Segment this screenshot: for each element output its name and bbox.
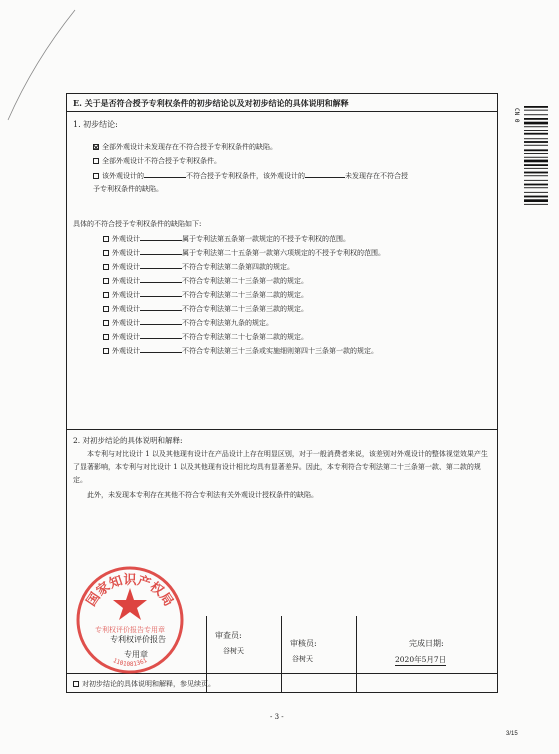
seal-inner-text: 专利权评价报告专用章 xyxy=(95,626,165,634)
blank-line xyxy=(140,248,182,255)
report-seal-subtitle: 专用章 xyxy=(124,650,148,659)
blank-line xyxy=(140,332,182,339)
checkbox-empty-icon[interactable] xyxy=(103,250,109,256)
completion-date-label: 完成日期: xyxy=(409,639,444,648)
defect-item[interactable]: 外观设计 不符合专利法第三十三条或实施细则第四十三条第一款的规定。 xyxy=(103,346,378,356)
checkbox-empty-icon[interactable] xyxy=(103,292,109,298)
report-seal-title: 专利权评价报告 xyxy=(110,635,166,644)
option-no-defect[interactable]: 全部外观设计未发现存在不符合授予专利权条件的缺陷。 xyxy=(93,143,277,152)
page-number: 3/15 xyxy=(506,731,518,737)
defect-item[interactable]: 外观设计 属于专利法第五条第一款规定的不授予专利权的范围。 xyxy=(103,234,350,244)
examiner-label: 审查员: xyxy=(215,631,242,640)
blank-line xyxy=(140,234,182,241)
star-icon xyxy=(113,588,147,620)
explanation-paragraph-1: 本专利与对比设计 1 以及其他现有设计在产品设计上存在明显区别，对于一般消费者来说，该差别对外观设计的整体视觉效果产生了显著影响，本专利与对比设计 1 以及其他现有设计相比均具有显著差异。因此，本专利符合专利法第二十三条第一款、第二款的规定。 xyxy=(73,450,488,484)
defect-item[interactable]: 外观设计 不符合专利法第二十三条第二款的规定。 xyxy=(103,290,308,300)
blank-line xyxy=(140,346,182,353)
defects-heading: 具体的不符合授予专利权条件的缺陷如下: xyxy=(73,220,202,228)
examiner-name: 谷树天 xyxy=(223,647,244,655)
barcode-label: CN 0 xyxy=(513,108,520,123)
explanation-heading: 2. 对初步结论的具体说明和解释: xyxy=(73,436,183,445)
checkbox-empty-icon[interactable] xyxy=(93,173,99,179)
defect-item[interactable]: 外观设计 不符合专利法第九条的规定。 xyxy=(103,318,273,328)
blank-line xyxy=(305,171,345,178)
option-all-noncompliant[interactable]: 全部外观设计不符合授予专利权条件。 xyxy=(93,157,221,166)
checkbox-empty-icon[interactable] xyxy=(103,306,109,312)
option-partial-cont: 予专利权条件的缺陷。 xyxy=(93,185,163,193)
completion-date-value: 2020年5月7日 xyxy=(395,655,447,664)
checkbox-empty-icon[interactable] xyxy=(103,236,109,242)
reviewer-name: 谷树天 xyxy=(292,655,313,663)
option-partial[interactable]: 该外观设计的 不符合授予专利权条件，该外观设计的 未发现存在不符合授 xyxy=(93,171,408,181)
blank-line xyxy=(140,276,182,283)
seal-outer-text: 国家知识产权局 xyxy=(84,573,176,610)
checkbox-empty-icon[interactable] xyxy=(103,264,109,270)
section-e-header: E. 关于是否符合授予专利权条件的初步结论以及对初步结论的具体说明和解释 xyxy=(67,94,497,112)
blank-line xyxy=(140,318,182,325)
conclusion-heading: 1. 初步结论: xyxy=(73,120,118,129)
checkbox-empty-icon[interactable] xyxy=(103,348,109,354)
checkbox-empty-icon[interactable] xyxy=(103,320,109,326)
defect-item[interactable]: 外观设计 不符合专利法第二十七条第二款的规定。 xyxy=(103,332,308,342)
completion-date-cell xyxy=(356,616,499,692)
blank-line xyxy=(140,262,182,269)
seal-number: 1101081361 xyxy=(111,657,149,669)
checkbox-checked-icon[interactable] xyxy=(93,144,99,150)
official-seal-stamp xyxy=(70,560,190,680)
checkbox-empty-icon[interactable] xyxy=(103,278,109,284)
blank-line xyxy=(144,171,186,178)
preliminary-conclusion-section xyxy=(67,112,497,430)
checkbox-empty-icon[interactable] xyxy=(93,158,99,164)
reviewer-cell xyxy=(281,616,357,692)
defect-item[interactable]: 外观设计 不符合专利法第二十三条第三款的规定。 xyxy=(103,304,308,314)
reviewer-label: 审核员: xyxy=(290,639,317,648)
blank-line xyxy=(140,290,182,297)
blank-line xyxy=(140,304,182,311)
checkbox-empty-icon[interactable] xyxy=(103,334,109,340)
defect-item[interactable]: 外观设计 属于专利法第二十五条第一款第六项规定的不授予专利权的范围。 xyxy=(103,248,385,258)
defect-item[interactable]: 外观设计 不符合专利法第二十三条第一款的规定。 xyxy=(103,276,308,286)
footer-page-marker: - 3 - xyxy=(270,713,284,721)
defect-item[interactable]: 外观设计 不符合专利法第二条第四款的规定。 xyxy=(103,262,294,272)
explanation-paragraph-2: 此外，未发现本专利存在其他不符合专利法有关外观设计授权条件的缺陷。 xyxy=(87,491,318,499)
continuation-option[interactable]: 对初步结论的具体说明和解释，参见续页。 xyxy=(73,680,215,689)
examiner-cell xyxy=(206,616,282,692)
